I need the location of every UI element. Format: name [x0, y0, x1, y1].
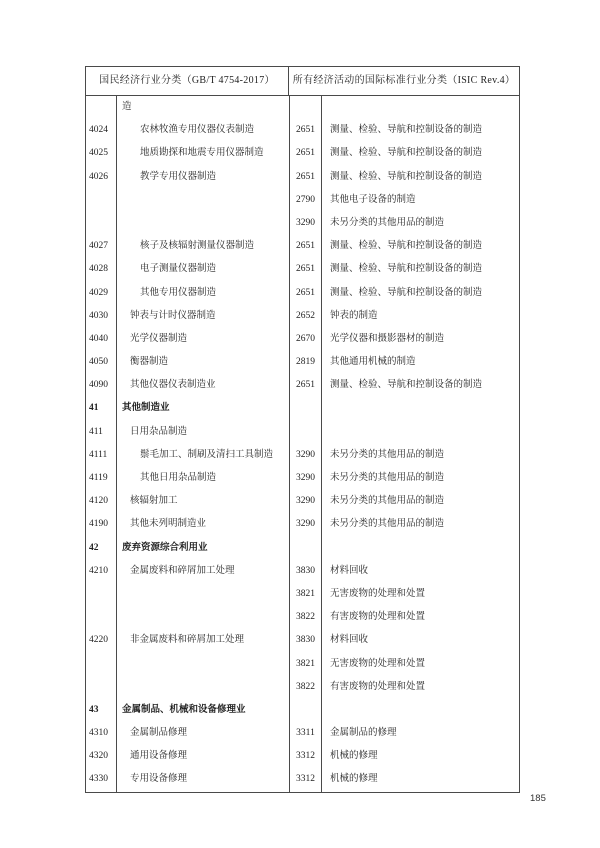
isic-code-cell: 3311: [290, 722, 322, 745]
gbt-code-cell: 4220: [86, 629, 117, 652]
gbt-name-cell: [117, 189, 290, 212]
gbt-code-cell: 4040: [86, 328, 117, 351]
gbt-name-cell: [117, 606, 290, 629]
isic-code-cell: 3312: [290, 745, 322, 768]
table-header-row: [86, 67, 519, 96]
gbt-code-cell: [86, 653, 117, 676]
isic-name-cell: 测量、检验、导航和控制设备的制造: [330, 264, 483, 275]
gbt-code-cell: 4050: [86, 351, 117, 374]
isic-name-cell: 材料回收: [330, 635, 369, 646]
isic-name-cell: 测量、检验、导航和控制设备的制造: [330, 171, 483, 182]
isic-name-cell: 金属制品的修理: [330, 728, 397, 739]
table-row: [86, 119, 519, 142]
isic-name-cell: 测量、检验、导航和控制设备的制造: [330, 380, 483, 391]
isic-code-cell: [290, 397, 322, 420]
isic-name-cell: 无害废物的处理和处置: [330, 658, 426, 669]
gbt-name-cell: 专用设备修理: [117, 768, 290, 791]
table-row: [86, 189, 519, 212]
isic-code-cell: [290, 421, 322, 444]
isic-code-cell: 3290: [290, 467, 322, 490]
gbt-name-cell: 农林牧渔专用仪器仪表制造: [117, 119, 290, 142]
gbt-code-cell: 411: [86, 421, 117, 444]
gbt-name-cell: 衡器制造: [117, 351, 290, 374]
isic-code-cell: 3312: [290, 768, 322, 791]
table-row: [86, 629, 519, 652]
gbt-name-cell: 非金属废料和碎屑加工处理: [117, 629, 290, 652]
gbt-code-cell: 4027: [86, 235, 117, 258]
gbt-code-cell: 4025: [86, 142, 117, 165]
page-number: 185: [530, 793, 546, 804]
isic-name-cell: [322, 537, 519, 560]
isic-name-cell: 钟表的制造: [330, 310, 378, 321]
table-row: [86, 467, 519, 490]
gbt-code-cell: 4330: [86, 768, 117, 791]
gbt-name-cell: 其他专用仪器制造: [117, 282, 290, 305]
isic-code-cell: 3290: [290, 212, 322, 235]
isic-name-cell: 其他通用机械的制造: [330, 357, 416, 368]
isic-name-cell: 无害废物的处理和处置: [330, 588, 426, 599]
isic-code-cell: 2651: [290, 374, 322, 397]
isic-name-cell: 测量、检验、导航和控制设备的制造: [330, 241, 483, 252]
table-header-gbt: 国民经济行业分类（GB/T 4754-2017）: [86, 67, 289, 95]
isic-name-cell: 测量、检验、导航和控制设备的制造: [330, 148, 483, 159]
isic-code-cell: 3830: [290, 560, 322, 583]
isic-code-cell: 2651: [290, 258, 322, 281]
isic-name-cell: 光学仪器和摄影器材的制造: [330, 333, 445, 344]
table-row: [86, 513, 519, 536]
isic-name-cell: 其他电子设备的制造: [330, 194, 416, 205]
isic-code-cell: 3822: [290, 606, 322, 629]
gbt-name-cell: 核辐射加工: [117, 490, 290, 513]
table-row: [86, 351, 519, 374]
isic-name-cell: [322, 699, 519, 722]
gbt-code-cell: 4111: [86, 444, 117, 467]
gbt-code-cell: 4024: [86, 119, 117, 142]
gbt-code-cell: 4310: [86, 722, 117, 745]
gbt-name-cell: 其他未列明制造业: [117, 513, 290, 536]
isic-name-cell: 测量、检验、导航和控制设备的制造: [330, 287, 483, 298]
isic-code-cell: 3290: [290, 444, 322, 467]
isic-code-cell: 3821: [290, 583, 322, 606]
isic-name-cell: 未另分类的其他用品的制造: [330, 449, 445, 460]
gbt-name-cell: 造: [117, 96, 290, 119]
table-header-isic: 所有经济活动的国际标准行业分类（ISIC Rev.4）: [292, 75, 516, 86]
gbt-name-cell: 鬃毛加工、制刷及清扫工具制造: [117, 444, 290, 467]
gbt-name-cell: 其他仪器仪表制造业: [117, 374, 290, 397]
table-row: [86, 374, 519, 397]
isic-code-cell: 2651: [290, 166, 322, 189]
gbt-name-cell: 光学仪器制造: [117, 328, 290, 351]
table-row: [86, 282, 519, 305]
gbt-name-cell: 金属废料和碎屑加工处理: [117, 560, 290, 583]
table-row: [86, 653, 519, 676]
isic-code-cell: 2652: [290, 305, 322, 328]
table-row: [86, 768, 519, 791]
isic-name-cell: 未另分类的其他用品的制造: [330, 473, 445, 483]
isic-code-cell: 2670: [290, 328, 322, 351]
table-row: [86, 745, 519, 768]
isic-name-cell: [322, 421, 519, 444]
isic-name-cell: 未另分类的其他用品的制造: [330, 217, 445, 228]
isic-name-cell: 未另分类的其他用品的制造: [330, 519, 445, 530]
isic-code-cell: 3290: [290, 490, 322, 513]
classification-table: [85, 66, 520, 793]
gbt-name-cell: [117, 653, 290, 676]
gbt-code-cell: 4120: [86, 490, 117, 513]
gbt-code-cell: [86, 583, 117, 606]
gbt-code-cell: 4119: [86, 467, 117, 490]
table-row: [86, 258, 519, 281]
table-body: [86, 96, 519, 792]
isic-code-cell: 3830: [290, 629, 322, 652]
table-row: [86, 328, 519, 351]
gbt-code-cell: 4210: [86, 560, 117, 583]
table-row: [86, 560, 519, 583]
gbt-name-cell: 核子及核辐射测量仪器制造: [117, 235, 290, 258]
gbt-name-cell: [117, 583, 290, 606]
gbt-code-cell: 4029: [86, 282, 117, 305]
gbt-code-cell: 4190: [86, 513, 117, 536]
table-row: [86, 166, 519, 189]
gbt-name-cell: 其他日用杂品制造: [117, 467, 290, 490]
gbt-code-cell: [86, 96, 117, 119]
gbt-name-cell: [117, 212, 290, 235]
table-row: [86, 444, 519, 467]
isic-code-cell: 2651: [290, 282, 322, 305]
gbt-code-cell: 4028: [86, 258, 117, 281]
isic-name-cell: 机械的修理: [330, 751, 378, 762]
table-row: [86, 235, 519, 258]
gbt-name-cell: 钟表与计时仪器制造: [117, 305, 290, 328]
table-row: [86, 490, 519, 513]
gbt-code-cell: [86, 676, 117, 699]
gbt-code-cell: [86, 606, 117, 629]
gbt-code-cell: [86, 189, 117, 212]
gbt-name-cell: 金属制品修理: [117, 722, 290, 745]
isic-name-cell: [322, 397, 519, 420]
isic-name-cell: 未另分类的其他用品的制造: [330, 496, 445, 507]
table-row: [86, 397, 519, 420]
gbt-code-cell: 42: [86, 537, 117, 560]
table-row: [86, 142, 519, 165]
gbt-name-cell: [117, 676, 290, 699]
isic-code-cell: 2819: [290, 351, 322, 374]
table-row: [86, 421, 519, 444]
table-row: [86, 305, 519, 328]
table-row: [86, 676, 519, 699]
gbt-name-cell: 其他制造业: [117, 397, 290, 420]
isic-name-cell: 有害废物的处理和处置: [330, 681, 426, 692]
isic-code-cell: 3821: [290, 653, 322, 676]
gbt-name-cell: 金属制品、机械和设备修理业: [117, 699, 290, 722]
isic-code-cell: 2790: [290, 189, 322, 212]
gbt-name-cell: 通用设备修理: [117, 745, 290, 768]
isic-name-cell: 机械的修理: [330, 774, 378, 785]
gbt-code-cell: [86, 212, 117, 235]
isic-name-cell: 测量、检验、导航和控制设备的制造: [330, 125, 483, 136]
gbt-name-cell: 废弃资源综合利用业: [117, 537, 290, 560]
gbt-code-cell: 4030: [86, 305, 117, 328]
gbt-code-cell: 4320: [86, 745, 117, 768]
isic-code-cell: 3290: [290, 513, 322, 536]
isic-name-cell: 材料回收: [330, 565, 369, 576]
gbt-name-cell: 教学专用仪器制造: [117, 166, 290, 189]
isic-code-cell: [290, 537, 322, 560]
table-row: [86, 722, 519, 745]
table-row: [86, 96, 519, 119]
isic-name-cell: 有害废物的处理和处置: [330, 612, 426, 623]
isic-code-cell: [290, 699, 322, 722]
gbt-name-cell: 地质勘探和地震专用仪器制造: [117, 142, 290, 165]
isic-code-cell: 2651: [290, 235, 322, 258]
gbt-name-cell: 电子测量仪器制造: [117, 258, 290, 281]
isic-code-cell: 2651: [290, 119, 322, 142]
gbt-code-cell: 41: [86, 397, 117, 420]
isic-code-cell: 2651: [290, 142, 322, 165]
gbt-code-cell: 4026: [86, 166, 117, 189]
table-row: [86, 583, 519, 606]
isic-code-cell: 3822: [290, 676, 322, 699]
table-row: [86, 537, 519, 560]
table-row: [86, 212, 519, 235]
table-row: [86, 699, 519, 722]
isic-code-cell: [290, 96, 322, 119]
isic-name-cell: [322, 96, 519, 119]
gbt-code-cell: 4090: [86, 374, 117, 397]
gbt-name-cell: 日用杂品制造: [117, 421, 290, 444]
gbt-code-cell: 43: [86, 699, 117, 722]
table-row: [86, 606, 519, 629]
